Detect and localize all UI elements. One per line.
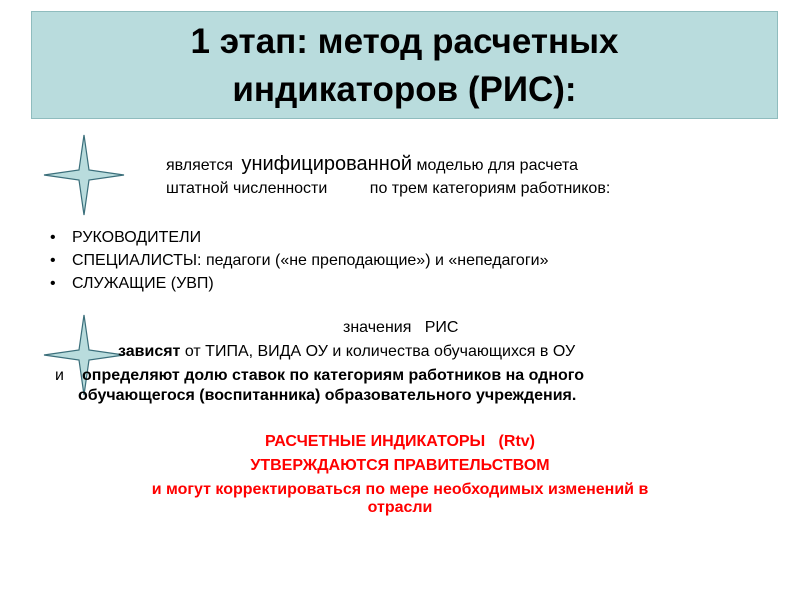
star-icon [42, 133, 126, 217]
intro-prefix: является [166, 157, 233, 174]
red-line-1: РАСЧЕТНЫЕ ИНДИКАТОРЫ (Rtv) [264, 433, 535, 450]
intro-line-2 [166, 180, 610, 198]
list-item: • СПЕЦИАЛИСТЫ: педагоги («не преподающие») и «непедагоги» [48, 249, 548, 272]
intro-line2-a: штатной численности [166, 180, 328, 197]
list-item: • СЛУЖАЩИЕ (УВП) [48, 272, 548, 295]
intro-line2-b: по трем категориям работников: [369, 180, 611, 197]
red-line-3: и могут корректироваться по мере необходимых изменений в [151, 481, 649, 498]
title-line-2: индикаторов (РИС): [232, 70, 577, 109]
ris-determine-line-2: обучающегося (воспитанника) образовательного учреждения. [78, 387, 577, 404]
ris-depend-line [118, 343, 575, 361]
ris-and: и [55, 367, 64, 384]
red-line-2: УТВЕРЖДАЮТСЯ ПРАВИТЕЛЬСТВОМ [250, 457, 550, 474]
ris-depend-bold: зависят [118, 343, 181, 360]
ris-determine-line-1: определяют долю ставок по категориям работников на одного [82, 367, 584, 384]
intro-suffix: моделью для расчета [416, 157, 579, 174]
title-line-1: 1 этап: метод расчетных [190, 22, 619, 61]
red-line-4: отрасли [367, 499, 433, 516]
ris-depend-rest: от ТИПА, ВИДА ОУ и количества обучающихся в ОУ [184, 343, 576, 360]
category-list [48, 226, 548, 295]
ris-heading: значения РИС [343, 319, 459, 336]
intro-highlight: унифицированной [241, 153, 413, 175]
list-item: • РУКОВОДИТЕЛИ [48, 226, 548, 249]
page-title [31, 18, 778, 114]
intro-line-1 [166, 153, 578, 176]
